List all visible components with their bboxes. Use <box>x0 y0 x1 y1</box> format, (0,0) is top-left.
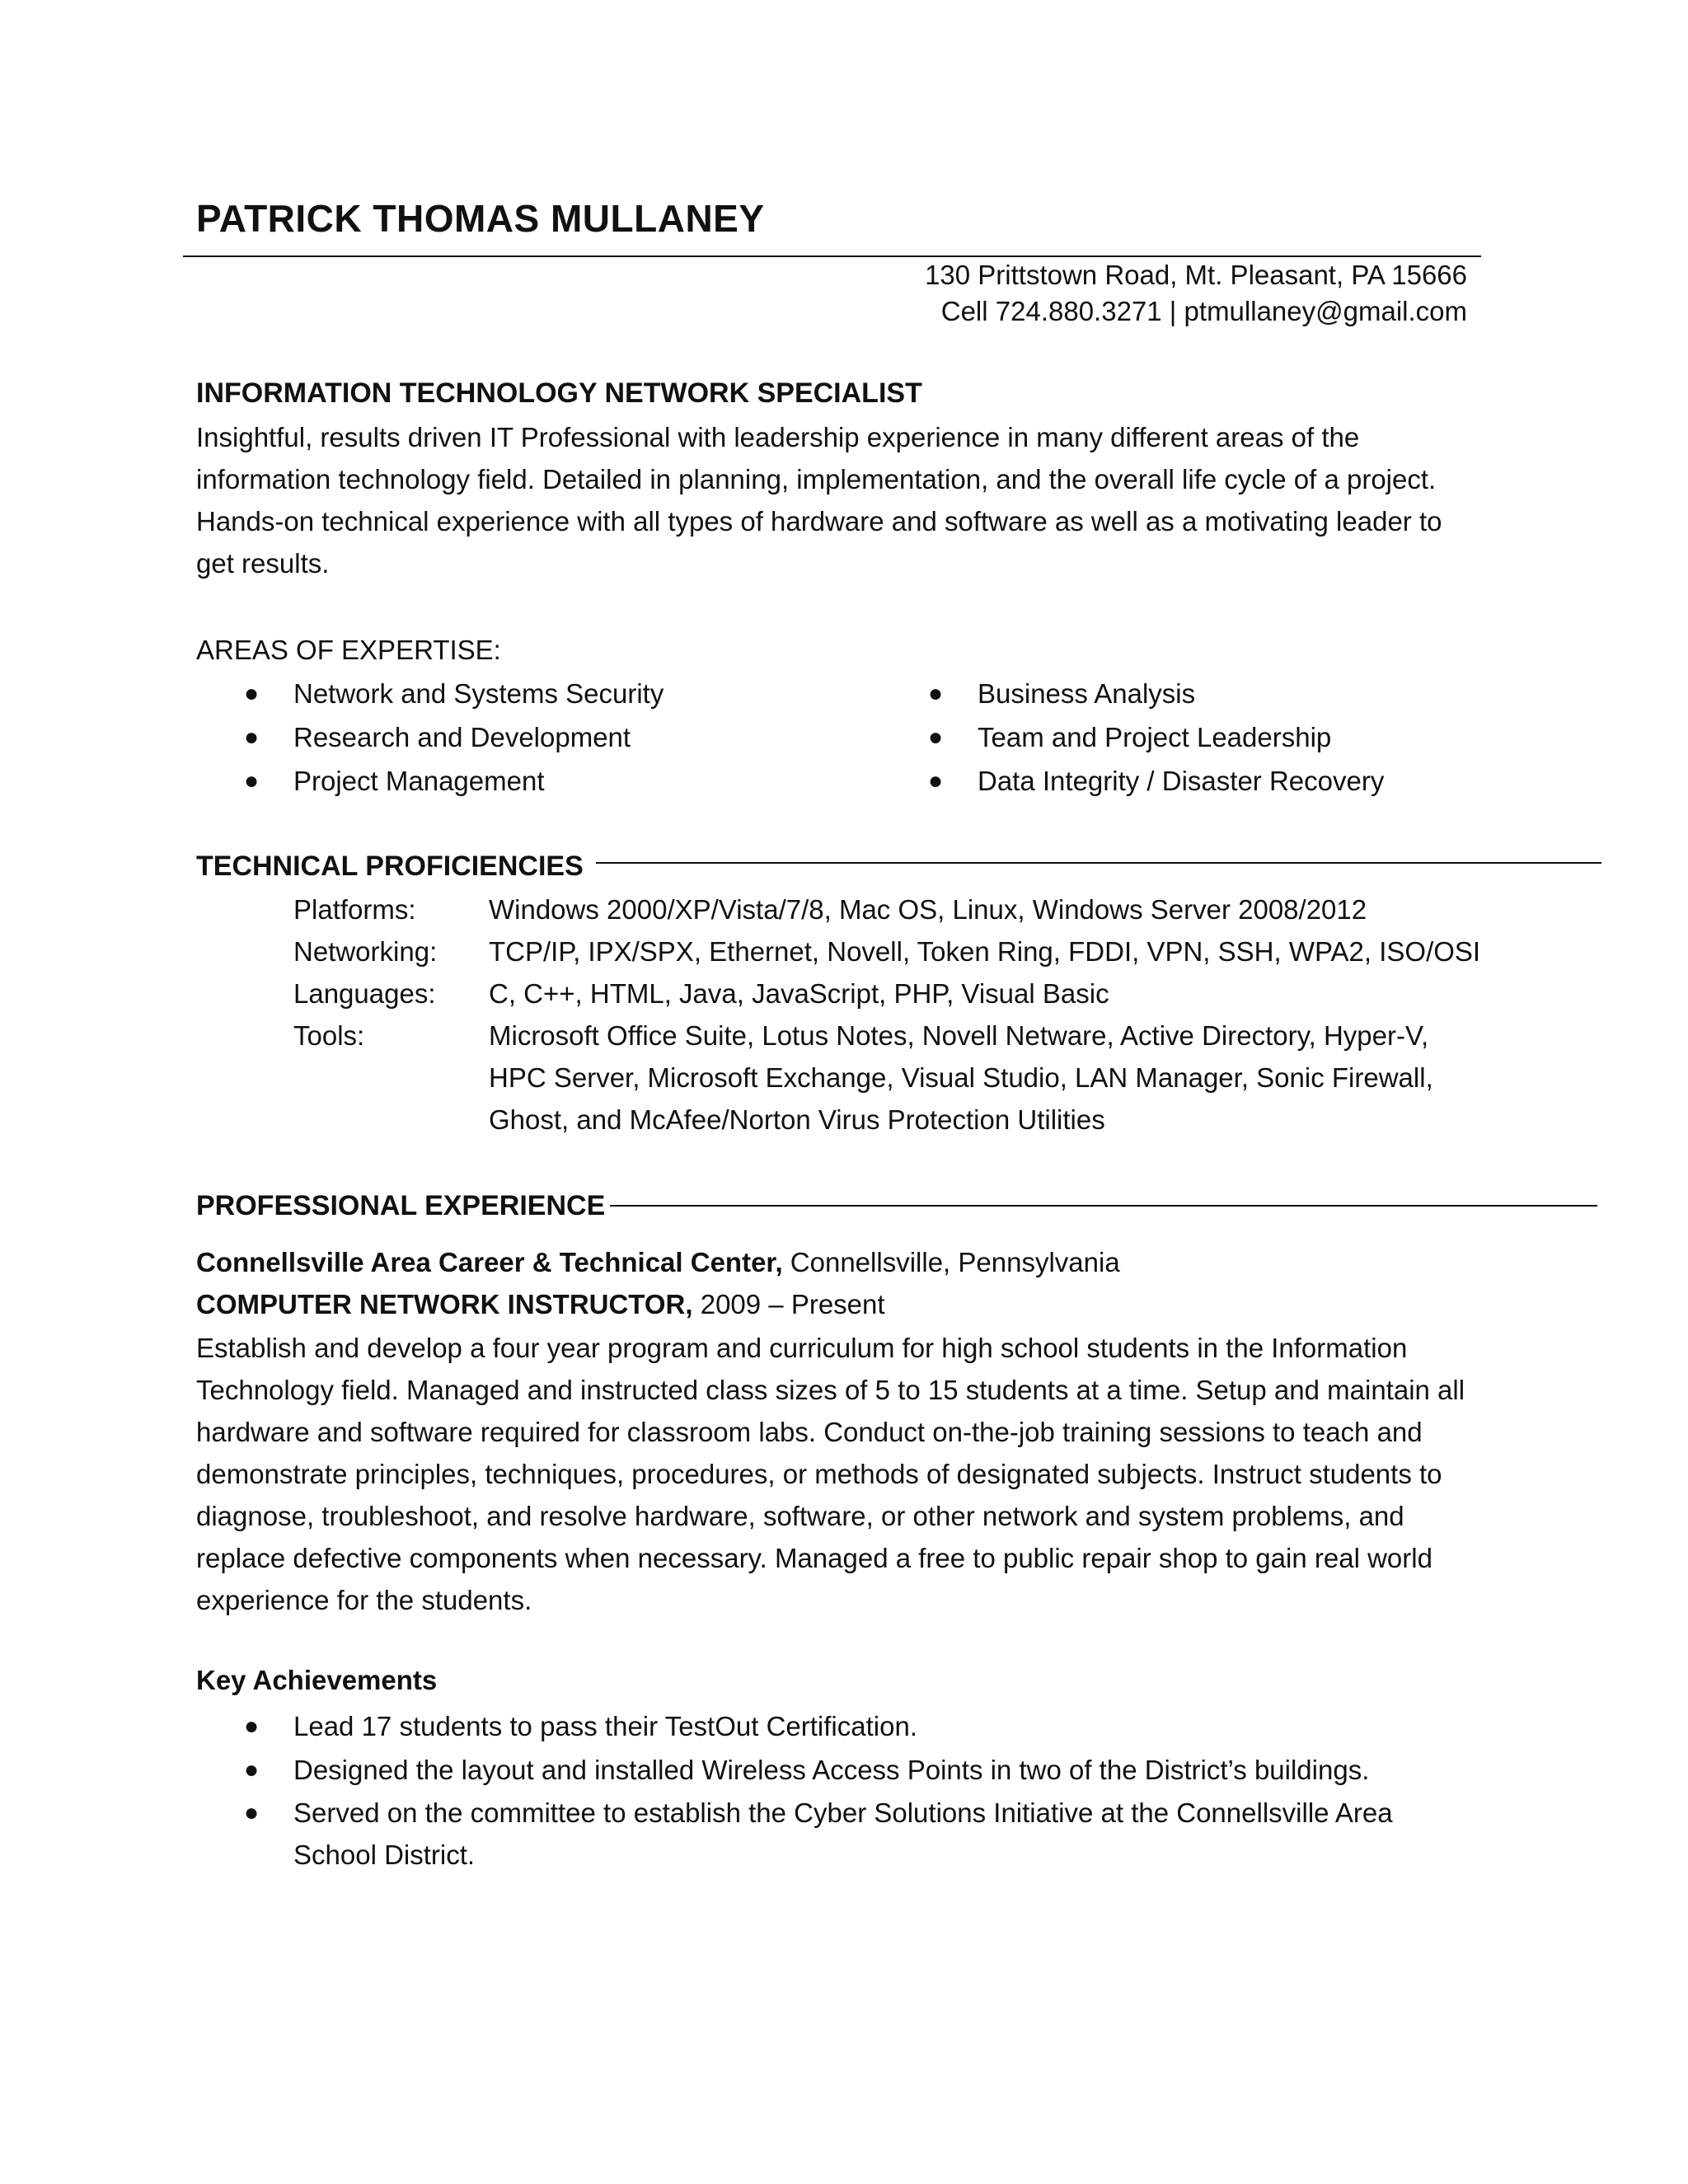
bullet-icon: ● <box>928 767 944 794</box>
employer-name: Connellsville Area Career & Technical Center, <box>196 1247 783 1277</box>
experience-divider <box>610 1205 1597 1207</box>
employer-line <box>196 1247 1120 1278</box>
list-item: ● Data Integrity / Disaster Recovery <box>880 759 1540 803</box>
bullet-icon: ● <box>244 1799 260 1826</box>
expertise-right-list <box>880 672 1540 803</box>
address: 130 Prittstown Road, Mt. Pleasant, PA 15666 <box>925 260 1467 290</box>
summary-text: Insightful, results driven IT Professional with leadership experience in many different areas of the information technology field. Detailed in planning, implementation, and the overall life cycle of a project. Hands-on technical experience with all types of hardware and software as well as a motivating leader to get results. <box>196 422 1442 579</box>
role-title: COMPUTER NETWORK INSTRUCTOR, <box>196 1289 693 1319</box>
list-item: ● Research and Development <box>196 715 856 759</box>
list-item: ● Business Analysis <box>880 672 1540 715</box>
bullet-icon: ● <box>244 1756 260 1783</box>
bullet-icon: ● <box>244 724 260 751</box>
expertise-label: AREAS OF EXPERTISE: <box>196 635 501 665</box>
role-description: Establish and develop a four year program and curriculum for high school students in the Information Technology field. Managed and instructed class sizes of 5 to 15 students at a time. Setup and maintain all hardware and software required for classroom labs. Conduct on-the-job training sessions to teach and demonstrate principles, techniques, procedures, or methods of designated subjects. Instruct students to diagnose, troubleshoot, and resolve hardware, software, or other network and system problems, and replace defective components when necessary. Managed a free to public repair shop to gain real world experience for the students. <box>196 1333 1465 1615</box>
bullet-icon: ● <box>928 724 944 751</box>
resume-page: PATRICK THOMAS MULLANEY 130 Prittstown Road, Mt. Pleasant, PA 15666 Cell 724.880.3271 | ptmullaney@gmail.com INFORMATION TECHNOLOGY NETWORK SPECIALIST Insightful, results driven IT Professional with leadership experience in many different areas of the information technology field. Detailed in planning, implementation, and the overall life cycle of a project. Hands-on technical experience with all types of hardware and software as well as a motivating leader to get results. AREAS OF EXPERTISE: ● Network and Systems Security ● Research and Development ● Project Management ● Business Analysis ● Team and Project Leadership ● Data Integrity / Disaster Recovery TECHNICAL PROFICIENCIES Platforms: Windows 2000/XP/Vista/7/8, Mac OS, Linux, Windows Server 2008/2012 Networking: TCP/IP, IPX/SPX, Ethernet, Novell, Token Ring, FDDI, VPN, SSH, WPA2, ISO/OSI Languages: C, C++, HTML, Java, JavaScript, PHP, Visual Basic Tools: Microsoft Office Suite, Lotus Notes, Novell Netware, Active Directory, Hyper-V, HPC Server, Microsoft Exchange, Visual Studio, LAN Manager, Sonic Firewall, Ghost, and McAfee/Norton Virus Protection Utilities PROFESSIONAL EXPERIENCE Connellsville Area Career & Technical Center, Connellsville, Pennsylvania COMPUTER NETWORK INSTRUCTOR, 2009 – Present Establish and develop a four year program and curriculum for high school students in the Information Technology field. Managed and instructed class sizes of 5 to 15 students at a time. Setup and maintain all hardware and software required for classroom labs. Conduct on-the-job training sessions to teach and demonstrate principles, techniques, procedures, or methods of designated subjects. Instruct students to diagnose, troubleshoot, and resolve hardware, software, or other network and system problems, and replace defective components when necessary. Managed a free to public repair shop to gain real world experience for the students. Key Achievements ● Lead 17 students to pass their TestOut Certification. ● Designed the layout and installed Wireless Access Points in two of the District’s buildings. ● Served on the committee to establish the Cyber Solutions Initiative at the Connellsville Area School District. <box>0 0 1688 2184</box>
bullet-icon: ● <box>244 1713 260 1740</box>
achievements-title: Key Achievements <box>196 1665 438 1695</box>
achievements-list <box>196 1704 1465 1876</box>
header-divider <box>183 255 1481 257</box>
list-item: ● Served on the committee to establish the Cyber Solutions Initiative at the Connellsville Area School District. <box>196 1792 1465 1876</box>
experience-title: PROFESSIONAL EXPERIENCE <box>196 1190 606 1221</box>
bullet-icon: ● <box>244 680 260 707</box>
technical-title: TECHNICAL PROFICIENCIES <box>196 851 584 882</box>
list-item: ● Network and Systems Security <box>196 672 856 715</box>
bullet-icon: ● <box>244 767 260 794</box>
summary-title: INFORMATION TECHNOLOGY NETWORK SPECIALIST <box>196 377 922 409</box>
technical-divider <box>596 862 1601 864</box>
list-item: ● Team and Project Leadership <box>880 715 1540 759</box>
list-item: ● Lead 17 students to pass their TestOut Certification. <box>196 1704 1465 1748</box>
bullet-icon: ● <box>928 680 944 707</box>
role-line <box>196 1289 885 1320</box>
role-dates: 2009 – Present <box>692 1289 885 1319</box>
list-item: ● Project Management <box>196 759 856 803</box>
expertise-left-list <box>196 672 856 803</box>
employer-location: Connellsville, Pennsylvania <box>782 1247 1120 1277</box>
candidate-name: PATRICK THOMAS MULLANEY <box>196 197 765 240</box>
list-item: ● Designed the layout and installed Wireless Access Points in two of the District’s buildings. <box>196 1748 1465 1792</box>
contact-line: Cell 724.880.3271 | ptmullaney@gmail.com <box>940 296 1467 326</box>
